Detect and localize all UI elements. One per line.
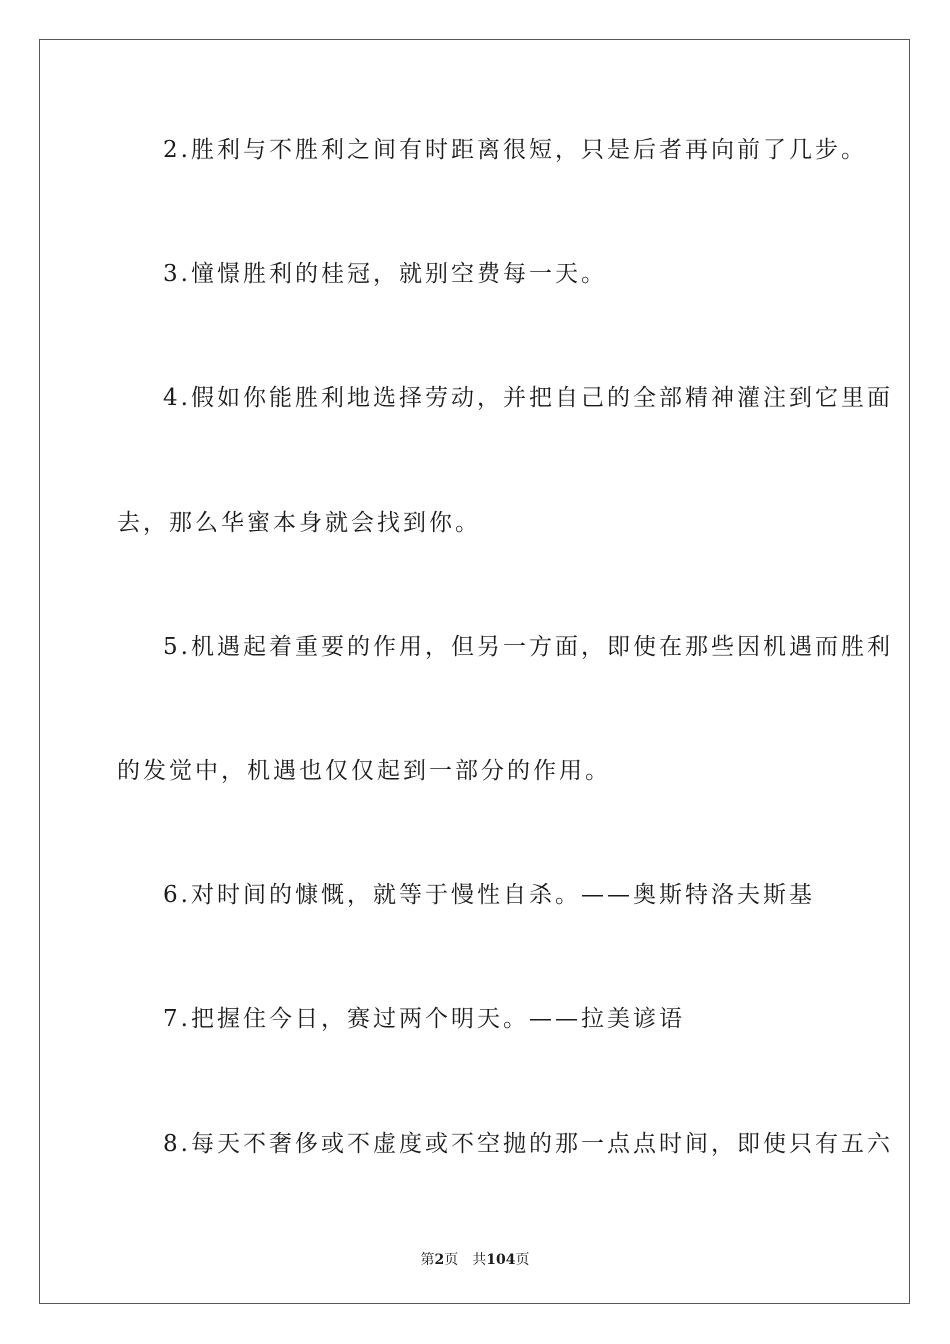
paragraph-line-3: 3.憧憬胜利的桂冠，就别空费每一天。 (163, 261, 607, 287)
footer-total-pages: 104 (486, 1252, 516, 1268)
footer-page-suffix: 页 (444, 1252, 459, 1268)
footer-total-prefix: 共 (472, 1252, 487, 1268)
page-footer (0, 1249, 950, 1269)
paragraph-line-7: 7.把握住今日，赛过两个明天。——拉美谚语 (163, 1006, 685, 1032)
paragraph-line-5-continued: 的发觉中，机遇也仅仅起到一部分的作用。 (117, 758, 611, 784)
paragraph-line-4-continued: 去，那么华蜜本身就会找到你。 (117, 510, 481, 536)
paragraph-line-8: 8.每天不奢侈或不虚度或不空抛的那一点点时间，即使只有五六 (163, 1131, 893, 1157)
paragraph-line-2: 2.胜利与不胜利之间有时距离很短，只是后者再向前了几步。 (163, 137, 867, 163)
paragraph-line-6: 6.对时间的慷慨，就等于慢性自杀。——奥斯特洛夫斯基 (163, 882, 815, 908)
footer-page-number: 2 (434, 1252, 445, 1268)
footer-total-suffix: 页 (515, 1252, 530, 1268)
paragraph-line-4: 4.假如你能胜利地选择劳动，并把自己的全部精神灌注到它里面 (163, 385, 893, 411)
footer-page-prefix: 第 (420, 1252, 435, 1268)
page-border (39, 39, 910, 1304)
paragraph-line-5: 5.机遇起着重要的作用，但另一方面，即使在那些因机遇而胜利 (163, 634, 893, 660)
